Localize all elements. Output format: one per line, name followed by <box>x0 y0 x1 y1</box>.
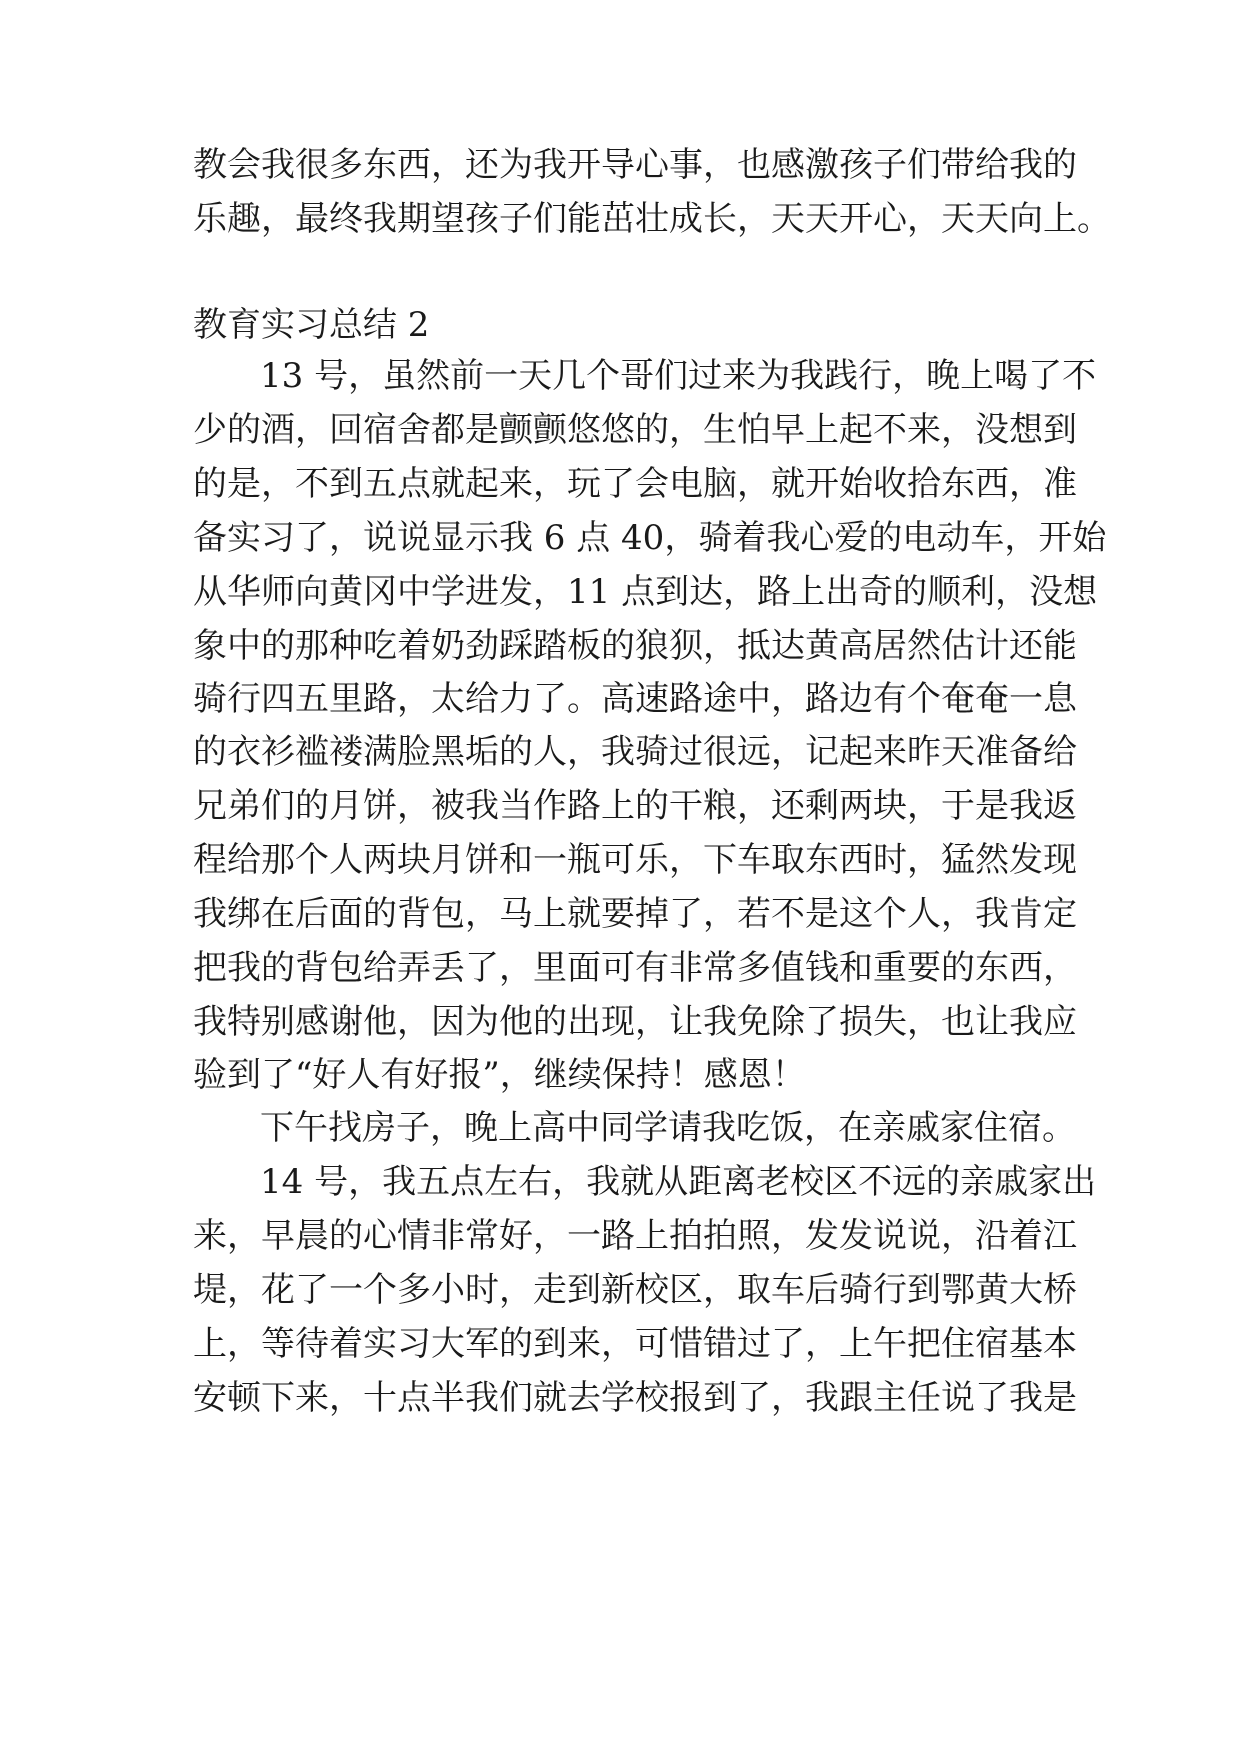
text-line: 兄弟们的月饼，被我当作路上的干粮，还剩两块，于是我返 <box>193 786 1077 826</box>
text-line: 安顿下来，十点半我们就去学校报到了，我跟主任说了我是 <box>193 1378 1077 1418</box>
text-line: 少的酒，回宿舍都是颤颤悠悠的，生怕早上起不来，没想到 <box>193 410 1077 450</box>
text-line: 从华师向黄冈中学进发，11 点到达，路上出奇的顺利，没想 <box>193 572 1098 612</box>
text-line: 我特别感谢他，因为他的出现，让我免除了损失，也让我应 <box>193 1002 1077 1042</box>
text-line: 下午找房子，晚上高中同学请我吃饭，在亲戚家住宿。 <box>260 1108 1076 1148</box>
text-line: 来，早晨的心情非常好，一路上拍拍照，发发说说，沿着江 <box>193 1216 1077 1256</box>
text-line: 把我的背包给弄丢了，里面可有非常多值钱和重要的东西， <box>193 948 1077 988</box>
text-line: 的是，不到五点就起来，玩了会电脑，就开始收拾东西，准 <box>193 464 1077 504</box>
text-line: 的衣衫褴褛满脸黑垢的人，我骑过很远，记起来昨天准备给 <box>193 732 1077 772</box>
text-line: 13 号，虽然前一天几个哥们过来为我践行，晚上喝了不 <box>260 356 1097 396</box>
text-line: 上，等待着实习大军的到来，可惜错过了，上午把住宿基本 <box>193 1324 1077 1364</box>
text-line: 堤，花了一个多小时，走到新校区，取车后骑行到鄂黄大桥 <box>193 1270 1077 1310</box>
text-line: 骑行四五里路，太给力了。高速路途中，路边有个奄奄一息 <box>193 679 1077 719</box>
text-line: 乐趣，最终我期望孩子们能茁壮成长，天天开心，天天向上。 <box>193 199 1111 239</box>
text-line: 象中的那种吃着奶劲踩踏板的狼狈，抵达黄高居然估计还能 <box>193 626 1077 666</box>
text-line: 14 号，我五点左右，我就从距离老校区不远的亲戚家出 <box>260 1162 1097 1202</box>
section-title: 教育实习总结 2 <box>193 305 430 345</box>
text-line: 我绑在后面的背包，马上就要掉了，若不是这个人，我肯定 <box>193 894 1077 934</box>
text-line: 备实习了，说说显示我 6 点 40，骑着我心爱的电动车，开始 <box>193 518 1107 558</box>
text-line: 教会我很多东西，还为我开导心事，也感激孩子们带给我的 <box>193 145 1077 185</box>
text-line: 验到了“好人有好报”，继续保持！感恩！ <box>193 1055 806 1095</box>
text-line: 程给那个人两块月饼和一瓶可乐，下车取东西时，猛然发现 <box>193 840 1077 880</box>
